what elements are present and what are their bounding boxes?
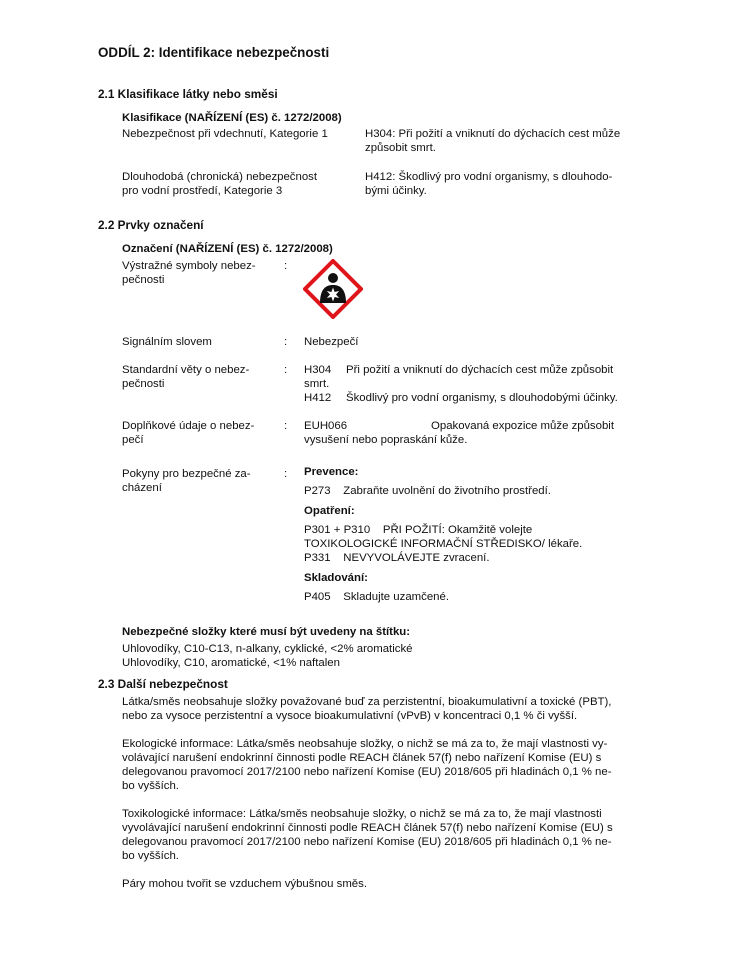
response-heading: Opatření: <box>304 505 355 517</box>
h412-statement-line2: bými účinky. <box>365 185 427 197</box>
euh066-text-line2: vysušení nebo popraskání kůže. <box>304 434 468 446</box>
labelling-regulation-title: Označení (NAŘÍZENÍ (ES) č. 1272/2008) <box>122 243 333 255</box>
colon: : <box>284 260 288 272</box>
precautionary-label-line1: Pokyny pro bezpečné za- <box>122 468 251 480</box>
tox-info-line3: delegovanou pravomocí 2017/2100 nebo nařízení Komise (EU) 2018/605 při hladinách 0,1 % ne- <box>122 836 612 848</box>
p331-statement: P331 NEVYVOLÁVEJTE zvracení. <box>304 552 490 564</box>
p273-statement: P273 Zabraňte uvolnění do životního prostředí. <box>304 485 551 497</box>
colon: : <box>284 420 288 432</box>
h304-code: H304 <box>304 364 332 376</box>
precautionary-label-line2: cházení <box>122 482 162 494</box>
hazard-statements-label-line2: pečnosti <box>122 378 165 390</box>
subsection-2-1-title: 2.1 Klasifikace látky nebo směsi <box>98 87 278 101</box>
eco-info-line3: delegovanou pravomocí 2017/2100 nebo nařízení Komise (EU) 2018/605 při hladinách 0,1 % ne- <box>122 766 612 778</box>
signal-word-value: Nebezpečí <box>304 336 359 348</box>
h304-text-line1: Při požití a vniknutí do dýchacích cest může způsobit <box>346 364 614 376</box>
supplemental-label-line2: pečí <box>122 434 144 446</box>
hazard-statements-label-line1: Standardní věty o nebez- <box>122 364 250 376</box>
label-component-item: Uhlovodíky, C10-C13, n-alkany, cyklické, <2% aromatické <box>122 643 413 655</box>
pbt-paragraph-line1: Látka/směs neobsahuje složky považované buď za perzistentní, bioakumulativní a toxické (PBT), <box>122 696 612 708</box>
eco-info-line1: Ekologické informace: Látka/směs neobsahuje složky, o nichž se má za to, že mají vlastnosti vy- <box>122 738 608 750</box>
h412-statement-line1: H412: Škodlivý pro vodní organismy, s dlouhodo- <box>365 171 613 183</box>
euh066-text-line1: Opakovaná expozice může způsobit <box>431 420 614 432</box>
prevention-heading: Prevence: <box>304 466 359 478</box>
tox-info-line2: vyvolávající narušení endokrinní činnosti podle REACH článek 57(f) nebo nařízení Komise (EU) s <box>122 822 613 834</box>
signal-word-label: Signálním slovem <box>122 336 212 348</box>
classification-aquatic-line2: pro vodní prostředí, Kategorie 3 <box>122 185 283 197</box>
euh066-code: EUH066 <box>304 420 348 432</box>
eco-info-line2: volávající narušení endokrinní činnosti podle REACH článek 57(f) nebo nařízení Komise (EU) s <box>122 752 602 764</box>
section-title: ODDÍL 2: Identifikace nebezpečnosti <box>98 45 330 60</box>
colon: : <box>284 468 288 480</box>
label-component-item: Uhlovodíky, C10, aromatické, <1% naftalen <box>122 657 340 669</box>
h304-text-line2: smrt. <box>304 378 330 390</box>
classification-regulation-title: Klasifikace (NAŘÍZENÍ (ES) č. 1272/2008) <box>122 112 342 124</box>
label-components-title: Nebezpečné složky které musí být uvedeny na štítku: <box>122 626 411 638</box>
explosive-vapour-note: Páry mohou tvořit se vzduchem výbušnou směs. <box>122 878 368 890</box>
p405-statement: P405 Skladujte uzamčené. <box>304 591 450 603</box>
hazard-symbols-label-line2: pečnosti <box>122 274 165 286</box>
subsection-2-3-title: 2.3 Další nebezpečnost <box>98 677 228 691</box>
colon: : <box>284 336 288 348</box>
colon: : <box>284 364 288 376</box>
p301-statement-line2: TOXIKOLOGICKÉ INFORMAČNÍ STŘEDISKO/ lékaře. <box>304 538 583 550</box>
h412-code: H412 <box>304 392 332 404</box>
h304-statement-line2: způsobit smrt. <box>365 142 436 154</box>
supplemental-label-line1: Doplňkové údaje o nebez- <box>122 420 255 432</box>
classification-aquatic-line1: Dlouhodobá (chronická) nebezpečnost <box>122 171 318 183</box>
classification-aspiration: Nebezpečnost při vdechnutí, Kategorie 1 <box>122 128 328 140</box>
tox-info-line1: Toxikologické informace: Látka/směs neobsahuje složky, o nichž se má za to, že mají vlastnosti <box>122 808 602 820</box>
eco-info-line4: bo vyšších. <box>122 780 179 792</box>
tox-info-line4: bo vyšších. <box>122 850 179 862</box>
hazard-symbols-label-line1: Výstražné symboly nebez- <box>122 260 256 272</box>
h304-statement-line1: H304: Při požití a vniknutí do dýchacích cest může <box>365 128 621 140</box>
storage-heading: Skladování: <box>304 572 368 584</box>
health-hazard-pictogram-icon <box>303 259 363 319</box>
h412-text: Škodlivý pro vodní organismy, s dlouhodobými účinky. <box>346 392 618 404</box>
p301-statement-line1: P301 + P310 PŘI POŽITÍ: Okamžitě volejte <box>304 524 533 536</box>
pbt-paragraph-line2: nebo za vysoce perzistentní a vysoce bioakumulativní (vPvB) v koncentraci 0,1 % či vyšší. <box>122 710 578 722</box>
subsection-2-2-title: 2.2 Prvky označení <box>98 218 204 232</box>
